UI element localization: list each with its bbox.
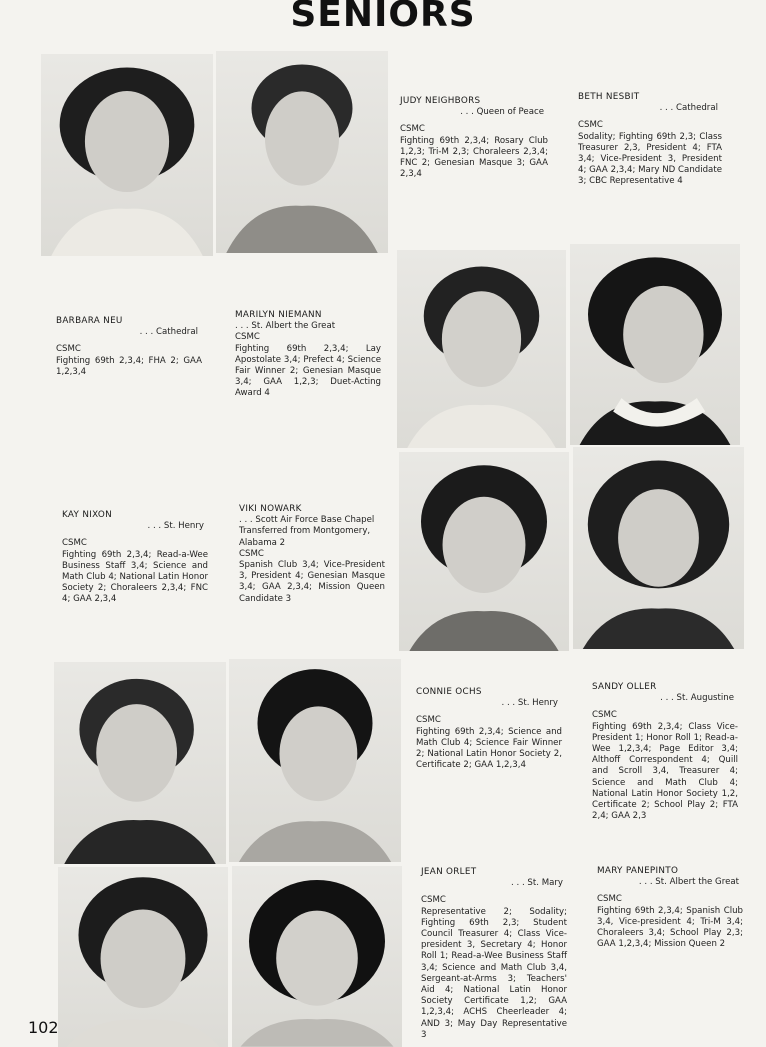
- senior-activities: Representative 2; Sodality; Fighting 69th 2,3; Student Council Treasurer 4; Class Vice-president 3, Secretary 4; Honor Roll 1; Read-a-Wee Business Staff 3,4; Science and Math Club 3,4, Sergeant-at-Arms 3; Teachers' Aid 4; National Latin Honor Society Certificate 1,2; GAA 1,2,3,4; ACHS Cheerleader 4; AND 3; May Day Representative 3: [421, 906, 567, 1040]
- senior-bio: [235, 310, 381, 400]
- senior-activities: Fighting 69th 2,3,4; Read-a-Wee Business Staff 3,4; Science and Math Club 4; National Latin Honor Society 2; Choraleers 2,3,4; FNC 4; GAA 2,3,4: [62, 549, 208, 605]
- senior-transfer-note: Transferred from Montgomery, Alabama 2: [239, 526, 371, 548]
- page-title: SENIORS: [290, 0, 476, 35]
- senior-parish: . . . Scott Air Force Base Chapel: [239, 515, 375, 526]
- senior-parish: . . . Cathedral: [139, 327, 198, 338]
- senior-parish: . . . St. Henry: [147, 521, 204, 532]
- senior-parish: . . . St. Augustine: [660, 693, 734, 704]
- senior-parish: . . . St. Henry: [501, 698, 558, 709]
- portrait-photo: [41, 54, 213, 256]
- senior-activities: Fighting 69th 2,3,4; Lay Apostolate 3,4; Prefect 4; Science Fair Winner 2; Genesian Masque 3,4; GAA 1,2,3; Duet-Acting Award 4: [235, 343, 381, 399]
- portrait-photo: [397, 250, 566, 448]
- senior-parish: . . . St. Mary: [511, 878, 563, 889]
- senior-school: CSMC: [597, 894, 622, 905]
- senior-parish: . . . St. Albert the Great: [235, 321, 336, 332]
- senior-school: CSMC: [239, 548, 264, 559]
- senior-bio: [421, 867, 567, 1041]
- senior-school: CSMC: [421, 895, 446, 906]
- senior-school: CSMC: [416, 715, 441, 726]
- senior-bio: [62, 510, 208, 606]
- senior-name: BETH NESBIT: [578, 92, 640, 102]
- senior-parish: . . . St. Albert the Great: [638, 877, 739, 888]
- senior-school: CSMC: [578, 120, 603, 131]
- portrait-photo: [232, 866, 402, 1047]
- portrait-photo: [216, 51, 388, 253]
- senior-parish: . . . Queen of Peace: [460, 107, 544, 118]
- senior-bio: [239, 504, 385, 605]
- senior-school: CSMC: [56, 344, 81, 355]
- portrait-photo: [229, 659, 401, 862]
- senior-name: JUDY NEIGHBORS: [400, 96, 481, 106]
- senior-school: CSMC: [592, 710, 617, 721]
- senior-name: KAY NIXON: [62, 510, 112, 520]
- senior-name: MARY PANEPINTO: [597, 866, 679, 876]
- senior-bio: [578, 92, 722, 188]
- portrait-photo: [399, 452, 569, 651]
- senior-bio: [56, 316, 202, 378]
- senior-bio: [597, 866, 743, 950]
- senior-activities: Sodality; Fighting 69th 2,3; Class Treasurer 2,3, President 4; FTA 3,4; Vice-President 3, President 4; GAA 2,3,4; Mary ND Candidate 3; CBC Representative 4: [578, 131, 722, 187]
- senior-activities: Fighting 69th 2,3,4; Class Vice-President 1; Honor Roll 1; Read-a-Wee 1,2,3,4; Page Editor 3,4; Althoff Correspondent 4; Quill and Scroll 3,4, Treasurer 4; Science and Math Club 4; National Latin Honor Society 1,2, Certificate 2; School Play 2; FTA 2,4; GAA 2,3: [592, 721, 738, 822]
- senior-name: MARILYN NIEMANN: [235, 310, 322, 320]
- page-number: 102: [28, 1018, 59, 1037]
- senior-school: CSMC: [400, 124, 425, 135]
- senior-activities: Fighting 69th 2,3,4; Science and Math Club 4; Science Fair Winner 2; National Latin Honor Society 2, Certificate 2; GAA 1,2,3,4: [416, 726, 562, 771]
- senior-name: JEAN ORLET: [421, 867, 477, 877]
- senior-school: CSMC: [235, 332, 260, 343]
- senior-activities: Spanish Club 3,4; Vice-President 3, President 4; Genesian Masque 3,4; GAA 2,3,4; Mission Queen Candidate 3: [239, 560, 385, 604]
- senior-school: CSMC: [62, 538, 87, 549]
- senior-activities: Fighting 69th 2,3,4; FHA 2; GAA 1,2,3,4: [56, 355, 202, 377]
- senior-name: VIKI NOWARK: [239, 504, 302, 514]
- senior-name: SANDY OLLER: [592, 682, 657, 692]
- senior-name: BARBARA NEU: [56, 316, 123, 326]
- portrait-photo: [54, 662, 226, 864]
- portrait-photo: [573, 447, 744, 649]
- senior-parish: . . . Cathedral: [659, 103, 718, 114]
- senior-bio: [592, 682, 738, 822]
- senior-activities: Fighting 69th 2,3,4; Rosary Club 1,2,3; Tri-M 2,3; Choraleers 2,3,4; FNC 2; Genesian Masque 3; GAA 2,3,4: [400, 135, 548, 180]
- senior-name: CONNIE OCHS: [416, 687, 482, 697]
- senior-bio: [416, 687, 562, 771]
- senior-bio: [400, 96, 548, 180]
- portrait-photo: [570, 244, 740, 445]
- portrait-photo: [58, 867, 228, 1047]
- senior-activities: Fighting 69th 2,3,4; Spanish Club 3,4, Vice-president 4; Tri-M 3,4; Choraleers 3,4; School Play 2,3; GAA 1,2,3,4; Mission Queen 2: [597, 905, 743, 950]
